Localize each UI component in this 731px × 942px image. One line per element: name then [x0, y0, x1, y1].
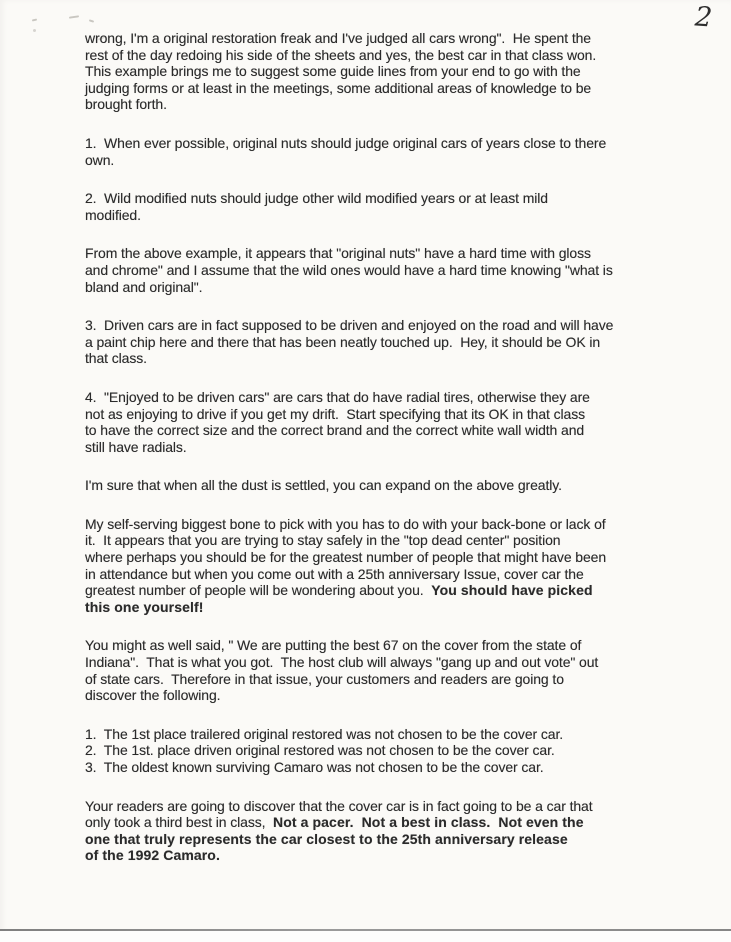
- text-line: bland and original".: [85, 278, 203, 295]
- text-line: discover the following.: [85, 687, 221, 704]
- numbered-list: [85, 726, 685, 776]
- text-line: You might as well said, " We are putting the best 67 on the cover from the state of: [85, 637, 582, 654]
- paragraph: [85, 637, 685, 703]
- pencil-smudge: [89, 19, 94, 22]
- text-line: 4. "Enjoyed to be driven cars" are cars that do have radial tires, otherwise they are: [85, 388, 590, 405]
- text-line: Your readers are going to discover that the cover car is in fact going to be a car that: [85, 797, 593, 814]
- numbered-item: [85, 317, 685, 367]
- numbered-item: [85, 135, 685, 168]
- text-line: I'm sure that when all the dust is settled, you can expand on the above greatly.: [85, 477, 562, 494]
- text-line: 2. Wild modified nuts should judge other wild modified years or at least mild: [85, 190, 548, 207]
- paragraph: [85, 516, 685, 616]
- text-line: of state cars. Therefore in that issue, your customers and readers are going to: [85, 670, 564, 687]
- text-line: to have the correct size and the correct brand and the correct white wall width and: [85, 422, 585, 439]
- text-line: 2. The 1st. place driven original restored was not chosen to be the cover car.: [85, 742, 555, 759]
- text-line: only took a third best in class, Not a pacer. Not a best in class. Not even the: [85, 814, 584, 831]
- text-line: modified.: [85, 206, 141, 223]
- text-line: From the above example, it appears that "original nuts" have a hard time with gloss: [85, 245, 591, 262]
- text-line: and chrome" and I assume that the wild ones would have a hard time knowing "what is: [85, 261, 613, 278]
- text-line: 1. The 1st place trailered original restored was not chosen to be the cover car.: [85, 725, 564, 742]
- text-line: in attendance but when you come out with a 25th anniversary Issue, cover car the: [85, 565, 584, 582]
- text-line: judging forms or at least in the meetings, some additional areas of knowledge to be: [85, 79, 592, 96]
- pencil-smudge: [69, 15, 79, 18]
- paragraph: [85, 245, 685, 295]
- text-line: where perhaps you should be for the greatest number of people that might have been: [85, 549, 607, 566]
- text-line: brought forth.: [85, 96, 167, 113]
- text-line: Indiana". That is what you got. The host club will always "gang up and out vote" out: [85, 654, 599, 671]
- scan-margin-below-page: [0, 931, 731, 942]
- text-line: rest of the day redoing his side of the sheets and yes, the best car in that class won.: [85, 46, 597, 63]
- text-line: still have radials.: [85, 438, 187, 455]
- text-line: not as enjoying to drive if you get my drift. Start specifying that its OK in that class: [85, 405, 586, 422]
- paragraph: [85, 477, 685, 494]
- text-line: it. It appears that you are trying to stay safely in the "top dead center" position: [85, 532, 561, 549]
- text-line: one that truly represents the car closest to the 25th anniversary release: [85, 830, 568, 847]
- text-line: a paint chip here and there that has been neatly touched up. Hey, it should be OK in: [85, 333, 601, 350]
- paragraph: [85, 30, 685, 113]
- text-line: wrong, I'm a original restoration freak and I've judged all cars wrong". He spent the: [85, 30, 591, 46]
- text-line: 3. The oldest known surviving Camaro was not chosen to be the cover car.: [85, 759, 544, 775]
- numbered-item: [85, 190, 685, 223]
- text-line: 1. When ever possible, original nuts should judge original cars of years close to there: [85, 134, 607, 151]
- text-line: greatest number of people will be wondering about you. You should have picked: [85, 582, 593, 599]
- text-line: own.: [85, 151, 115, 168]
- text-line: that class.: [85, 350, 147, 367]
- pencil-smudge: [33, 29, 36, 32]
- text-line: This example brings me to suggest some guide lines from your end to go with the: [85, 63, 581, 80]
- page-number: 2: [693, 1, 714, 34]
- text-line: this one yourself!: [85, 598, 204, 615]
- text-line: of the 1992 Camaro.: [85, 847, 220, 864]
- pencil-smudge: [32, 19, 37, 22]
- paragraph: [85, 798, 685, 864]
- numbered-item: [85, 389, 685, 455]
- text-line: 3. Driven cars are in fact supposed to be driven and enjoyed on the road and will have: [85, 317, 614, 334]
- text-line: My self-serving biggest bone to pick with you has to do with your back-bone or lack of: [85, 515, 606, 532]
- document-text: [85, 30, 685, 864]
